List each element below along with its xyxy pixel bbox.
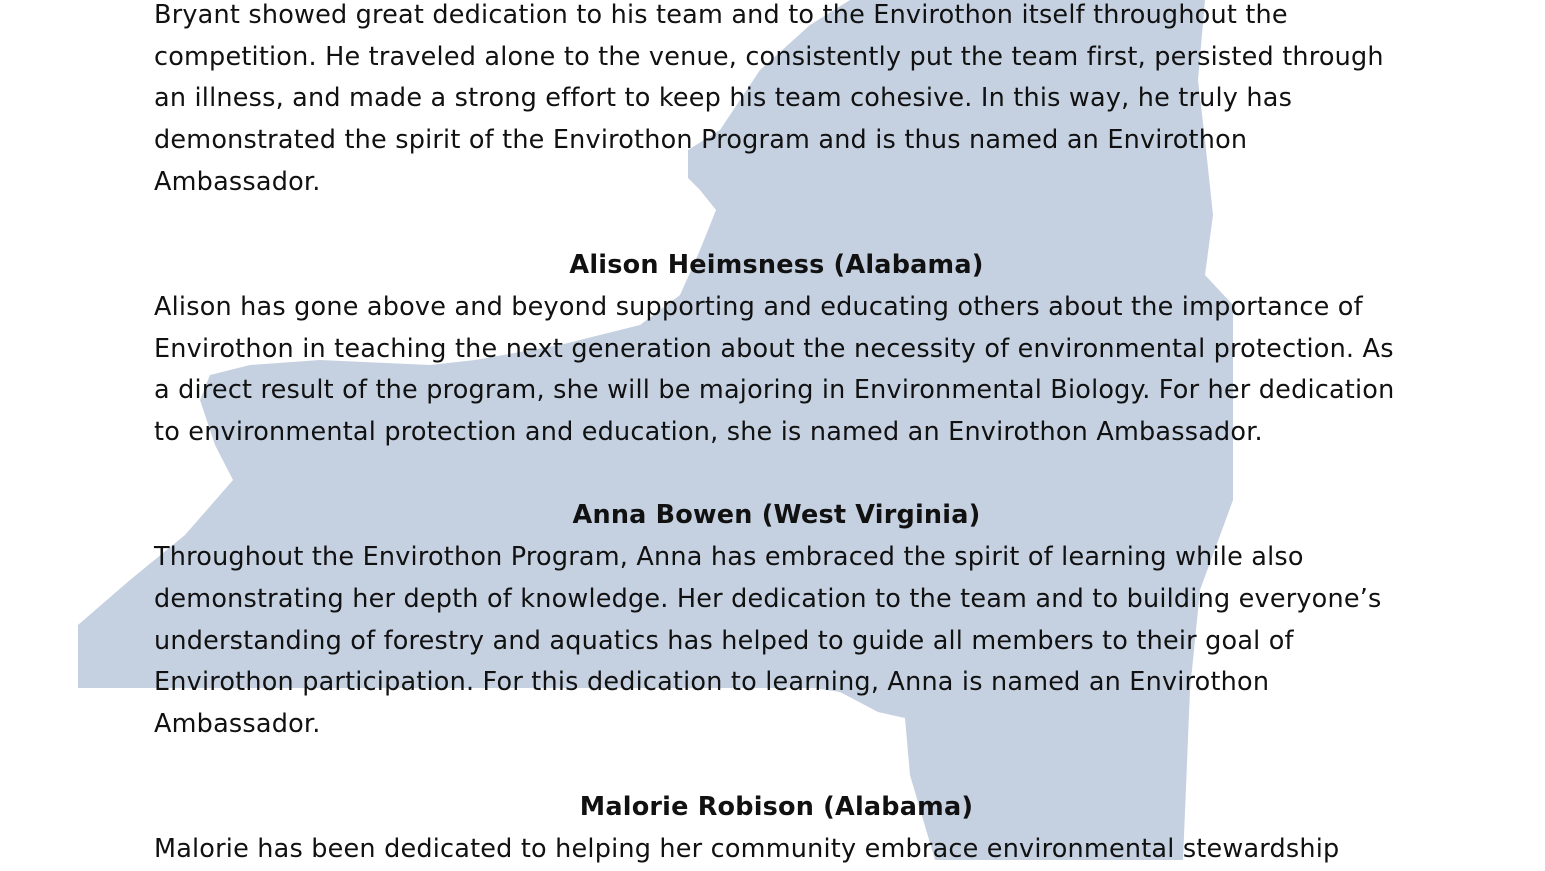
entry-heading-alison: Alison Heimsness (Alabama) [569, 250, 984, 281]
entry-heading-anna: Anna Bowen (West Virginia) [572, 500, 981, 531]
spacer [154, 454, 1399, 496]
entry-heading-malorie: Malorie Robison (Alabama) [579, 792, 974, 823]
spacer [154, 204, 1399, 246]
spacer [154, 746, 1399, 788]
entry-paragraph-bryant: Bryant showed great dedication to his team and to the Envirothon itself throughout the competition. He traveled alone to the venue, consistently put the team first, persisted through an illness, and made a strong effort to keep his team cohesive. In this way, he truly has demonstrated the spirit of the Envirothon Program and is thus named an Envirothon Ambassador. [154, 0, 1384, 197]
entry-paragraph-alison: Alison has gone above and beyond supporting and educating others about the importance of Envirothon in teaching the next generation about the necessity of environmental protection. As a direct result of the program, she will be majoring in Environmental Biology. For her dedication to environmental protection and education, she is named an Envirothon Ambassador. [154, 291, 1395, 448]
entry-paragraph-anna: Throughout the Envirothon Program, Anna has embraced the spirit of learning while also demonstrating her depth of knowledge. Her dedication to the team and to building everyone’s understanding of forestry and aquatics has helped to guide all members to their goal of Envirothon participation. For this dedication to learning, Anna is named an Envirothon Ambassador. [154, 542, 1382, 739]
entry-paragraph-malorie: Malorie has been dedicated to helping her community embrace environmental stewardship [154, 834, 1340, 865]
ambassador-list [154, 0, 1399, 871]
